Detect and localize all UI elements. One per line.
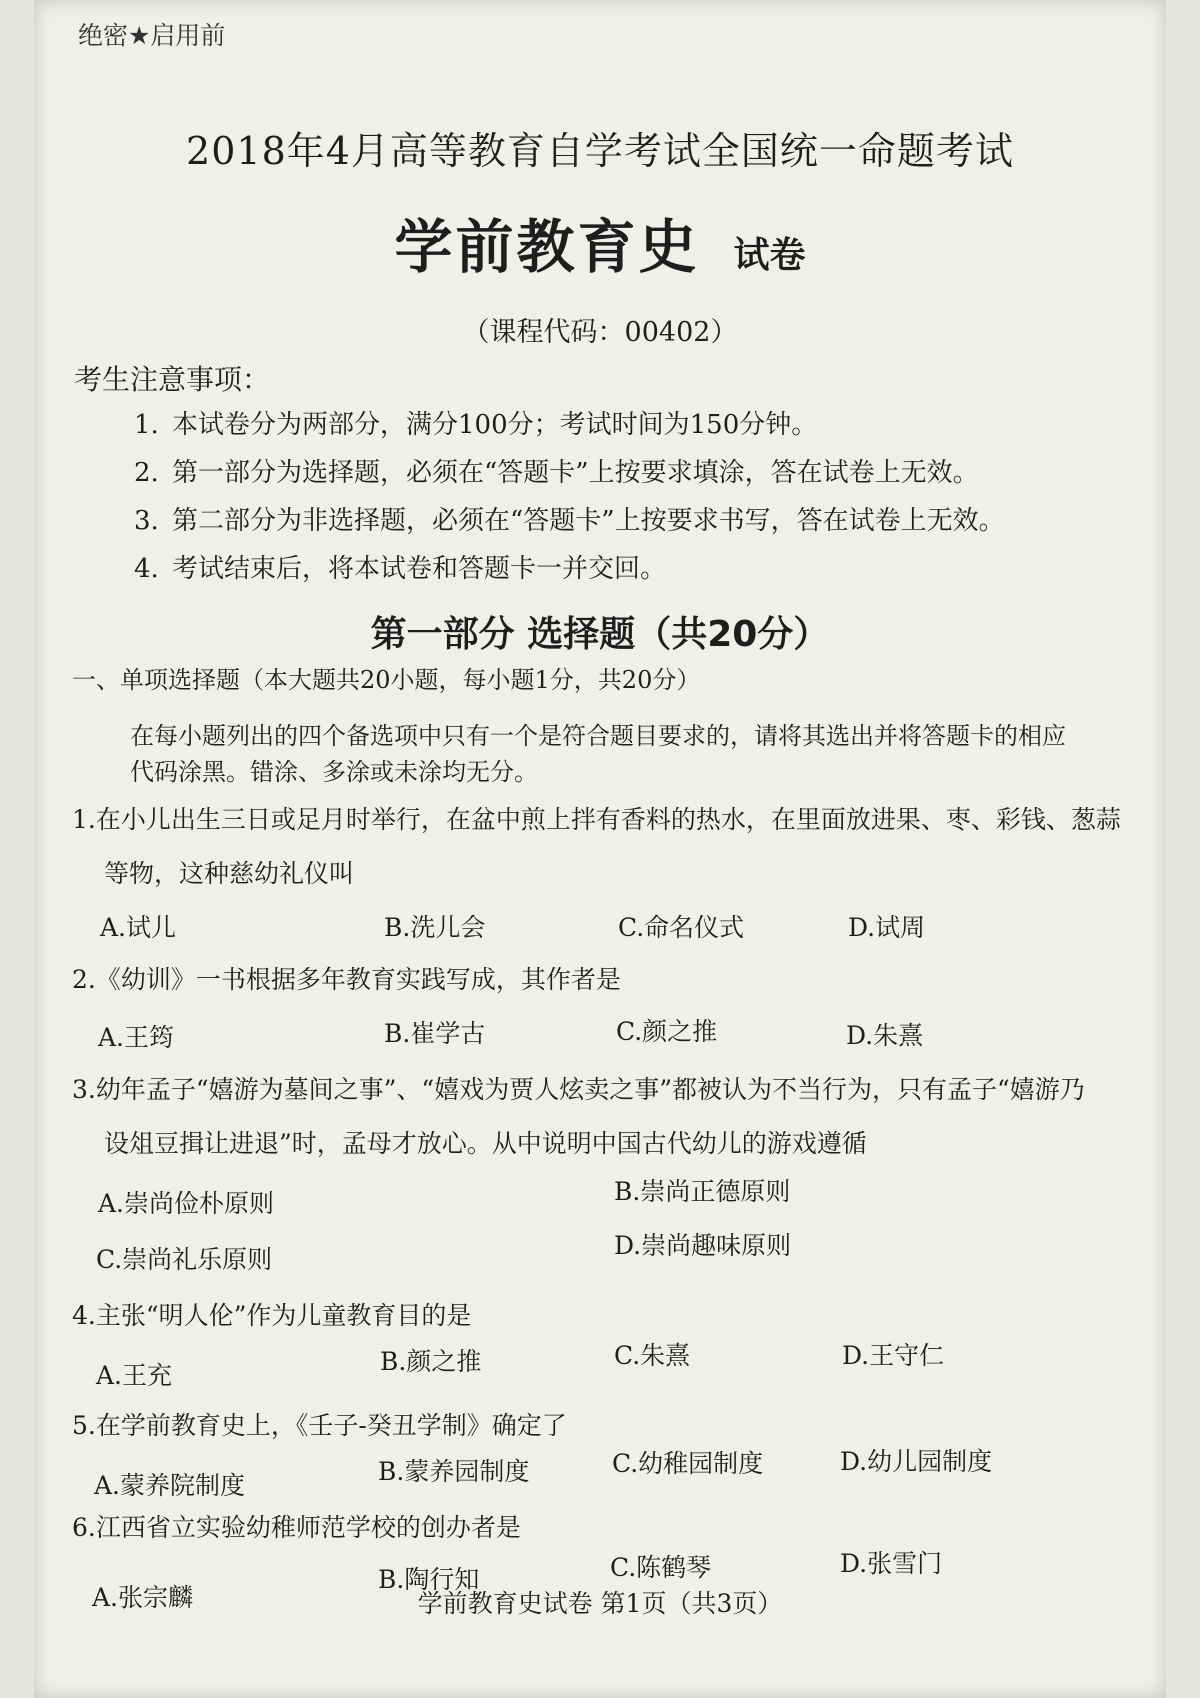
question-4: 4.主张“明人伦”作为儿童教育目的是 [72,1301,472,1330]
paper-word: 试卷 [733,235,806,276]
q5-option-a: A.蒙养院制度 [94,1471,246,1500]
q4-option-c: C.朱熹 [614,1341,691,1370]
q6-option-d: D.张雪门 [840,1549,943,1578]
instruction-line-2: 代码涂黑。错涂、多涂或未涂均无分。 [130,758,538,786]
question-3: 3.幼年孟子“嬉游为墓间之事”、“嬉戏为贾人炫卖之事”都被认为不当行为，只有孟子“嬉游乃 [72,1075,1085,1104]
question-2: 2.《幼训》一书根据多年教育实践写成，其作者是 [72,965,621,994]
section-title: 一、单项选择题（本大题共20小题，每小题1分，共20分） [72,666,701,694]
question-3-cont: 设俎豆揖让进退”时，孟母才放心。从中说明中国古代幼儿的游戏遵循 [104,1129,867,1158]
q1-option-a: A.试儿 [100,913,177,942]
secret-mark: 绝密★启用前 [78,21,226,50]
question-1-cont: 等物，这种慈幼礼仪叫 [104,859,355,888]
q6-option-b: B.陶行知 [378,1565,480,1594]
part-one-title: 第一部分 选择题（共20分） [370,614,830,655]
instruction-line-1: 在每小题列出的四个备选项中只有一个是符合题目要求的，请将其选出并将答题卡的相应 [130,722,1066,750]
q2-option-a: A.王筠 [98,1023,175,1052]
q4-option-b: B.颜之推 [380,1347,482,1376]
q1-option-b: B.洗儿会 [384,913,486,942]
q1-option-c: C.命名仪式 [618,913,745,942]
q2-option-c: C.颜之推 [616,1017,718,1046]
q4-option-d: D.王守仁 [842,1341,945,1370]
q5-option-d: D.幼儿园制度 [840,1447,993,1476]
exam-title: 2018年4月高等教育自学考试全国统一命题考试 [186,129,1014,173]
notice-item-4: 4. 考试结束后，将本试卷和答题卡一并交回。 [134,554,667,584]
q1-option-d: D.试周 [848,913,926,942]
q6-option-a: A.张宗麟 [92,1583,194,1612]
q2-option-b: B.崔学古 [384,1019,486,1048]
question-5: 5.在学前教育史上，《壬子-癸丑学制》确定了 [72,1411,567,1440]
notice-heading: 考生注意事项： [74,363,271,396]
subject-title [34,200,1166,284]
notice-item-2: 2. 第一部分为选择题，必须在“答题卡”上按要求填涂，答在试卷上无效。 [134,458,979,488]
question-1: 1.在小儿出生三日或足月时举行，在盆中煎上拌有香料的热水，在里面放进果、枣、彩钱、葱蒜 [72,805,1121,834]
exam-page [34,0,1166,1698]
q3-option-b: B.崇尚正德原则 [614,1177,791,1206]
q5-option-b: B.蒙养园制度 [378,1457,530,1486]
notice-item-1: 1. 本试卷分为两部分，满分100分；考试时间为150分钟。 [134,410,818,440]
subject-name: 学前教育史 [394,213,700,281]
page-footer: 学前教育史试卷 第1页（共3页） [417,1589,783,1618]
question-6: 6.江西省立实验幼稚师范学校的创办者是 [72,1513,521,1542]
q2-option-d: D.朱熹 [846,1021,924,1050]
q3-option-a: A.崇尚俭朴原则 [98,1189,275,1218]
course-code: （课程代码：00402） [462,317,738,348]
notice-item-3: 3. 第二部分为非选择题，必须在“答题卡”上按要求书写，答在试卷上无效。 [134,506,1005,536]
q4-option-a: A.王充 [96,1361,173,1390]
q5-option-c: C.幼稚园制度 [612,1449,764,1478]
q3-option-c: C.崇尚礼乐原则 [96,1245,273,1274]
q3-option-d: D.崇尚趣味原则 [614,1231,792,1260]
q6-option-c: C.陈鹤琴 [610,1553,712,1582]
